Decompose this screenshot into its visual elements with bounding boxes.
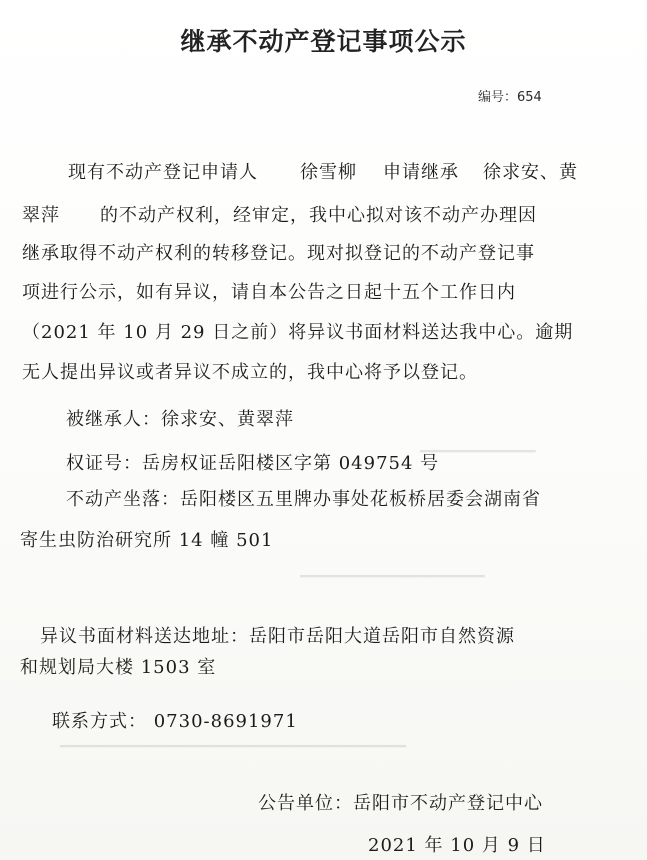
objection-address-field: 异议书面材料送达地址：岳阳市岳阳大道岳阳市自然资源 <box>40 626 515 647</box>
paragraph-line <box>22 201 537 227</box>
apply-inherit-text: 申请继承 <box>383 162 459 183</box>
decedent-names: 徐求安、黄 <box>483 162 578 183</box>
contact-field: 联系方式： 0730-8691971 <box>52 711 298 732</box>
show-through-marks: ▔▔▔▔▔▔▔▔▔▔▔▔▔▔▔▔▔▔▔▔▔▔▔▔▔▔▔▔▔▔ <box>60 745 407 763</box>
certificate-number-field: 权证号：岳房权证岳阳楼区字第 049754 号 <box>66 453 440 474</box>
property-location-field-cont: 寄生虫防治研究所 14 幢 501 <box>20 530 274 551</box>
decedent-field: 被继承人：徐求安、黄翠萍 <box>66 409 294 430</box>
decedent-names-cont: 翠萍 <box>22 205 60 226</box>
applicant-intro: 现有不动产登记申请人 <box>68 162 258 183</box>
paragraph-line: （2021 年 10 月 29 日之前）将异议书面材料送达我中心。逾期 <box>22 322 574 343</box>
issuing-unit: 公告单位：岳阳市不动产登记中心 <box>258 793 543 814</box>
paragraph-line: 无人提出异议或者异议不成立的，我中心将予以登记。 <box>22 362 478 383</box>
show-through-marks: ▔▔▔▔▔▔▔▔▔▔ <box>420 450 536 468</box>
paragraph-line <box>68 158 578 184</box>
page-title: 继承不动产登记事项公示 <box>180 27 467 56</box>
document-number: 编号：654 <box>478 90 542 105</box>
property-location-field: 不动产坐落：岳阳楼区五里牌办事处花板桥居委会湖南省 <box>66 489 541 510</box>
show-through-marks: ▔▔▔▔▔▔▔▔▔▔▔▔▔▔▔▔ <box>300 575 485 593</box>
objection-address-field-cont: 和规划局大楼 1503 室 <box>20 657 217 678</box>
paragraph-line: 继承取得不动产权利的转移登记。现对拟登记的不动产登记事 <box>22 243 535 264</box>
paragraph-text: 的不动产权利，经审定，我中心拟对该不动产办理因 <box>100 205 537 226</box>
issue-date: 2021 年 10 月 9 日 <box>368 835 546 856</box>
paragraph-line: 项进行公示，如有异议，请自本公告之日起十五个工作日内 <box>22 282 516 303</box>
applicant-name: 徐雪柳 <box>300 162 357 183</box>
